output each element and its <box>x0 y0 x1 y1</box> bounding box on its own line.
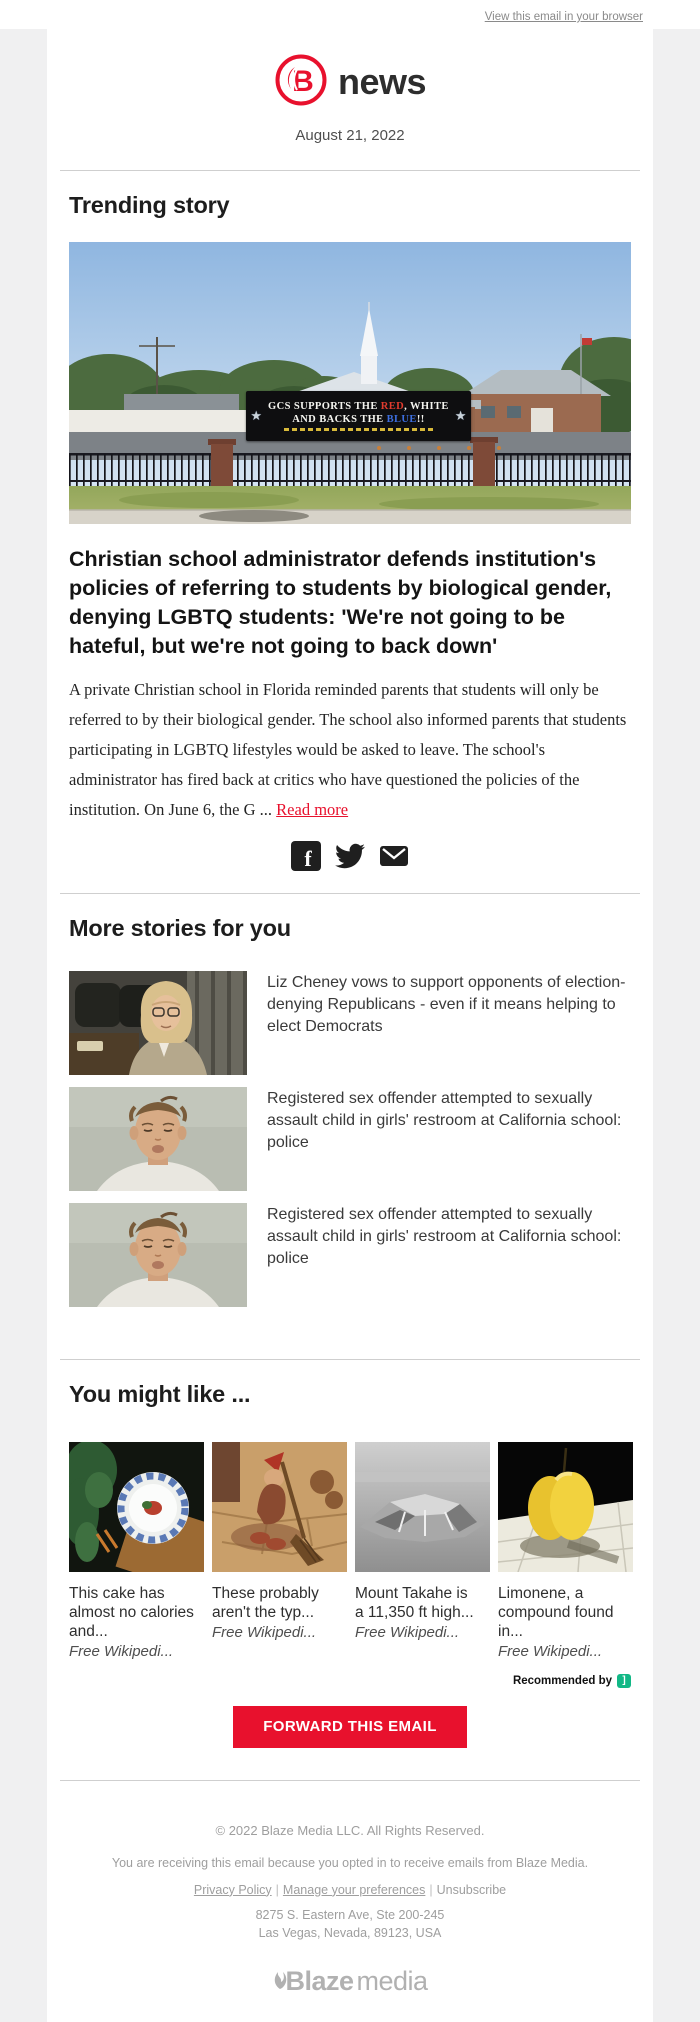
divider <box>60 1359 640 1360</box>
issue-date: August 21, 2022 <box>295 127 405 144</box>
forward-email-button[interactable]: FORWARD THIS EMAIL <box>233 1706 467 1748</box>
recommended-by-label: Recommended by <box>512 1674 612 1687</box>
card-source: Free Wikipedi... <box>498 1642 603 1660</box>
privacy-policy-link[interactable]: Privacy Policy <box>193 1882 272 1897</box>
brand-logo-text: news <box>337 61 427 102</box>
recommendation-cards <box>69 1442 631 1660</box>
banner-star-icon: ★ <box>250 408 263 424</box>
svg-text:B: B <box>292 64 314 98</box>
card-cake[interactable] <box>69 1442 204 1660</box>
twitter-icon[interactable] <box>335 841 365 871</box>
email-footer <box>69 1823 631 1997</box>
school-streetview-image <box>69 242 631 524</box>
yellow-fruit-image <box>498 1559 633 1576</box>
trending-excerpt-text: A private Christian school in Florida reminded parents that students will only be referred to by their biological gender. The school also informed parents that students participating in LGBTQ lifestyles would be asked to leave. The school's administrator has fired back at critics who have questioned the policies of the institution. On June 6, the G ... <box>69 680 627 819</box>
story-row-liz-cheney[interactable] <box>69 971 631 1075</box>
trending-section-title: Trending story <box>69 192 230 218</box>
banner-line-2: AND BACKS THE BLUE!! <box>292 413 425 425</box>
card-illustration[interactable] <box>212 1442 347 1660</box>
email-share-icon[interactable] <box>379 841 409 871</box>
card-title[interactable]: Limonene, a compound found in... <box>498 1585 614 1640</box>
browser-view-bar <box>0 0 700 29</box>
address-line-2: Las Vegas, Nevada, 89123, USA <box>258 1925 442 1940</box>
optin-notice: You are receiving this email because you opted in to receive emails from Blaze Media. <box>111 1855 589 1870</box>
card-title[interactable]: This cake has almost no calories and... <box>69 1585 194 1640</box>
banner-small-text <box>284 428 432 431</box>
link-separator: | <box>429 1882 433 1897</box>
share-bar <box>69 841 631 871</box>
trending-story-photo[interactable] <box>69 242 631 524</box>
read-more-link[interactable]: Read more <box>276 800 349 819</box>
mugshot-thumbnail <box>69 1203 247 1307</box>
blaze-b-icon <box>274 53 328 112</box>
copyright-text: © 2022 Blaze Media LLC. All Rights Reserved. <box>215 1822 485 1838</box>
address-line-1: 8275 S. Eastern Ave, Ste 200-245 <box>255 1907 445 1922</box>
manage-preferences-link[interactable]: Manage your preferences <box>282 1882 426 1897</box>
divider <box>60 170 640 171</box>
story-headline[interactable]: Liz Cheney vows to support opponents of election-denying Republicans - even if it means helping to elect Democrats <box>267 974 626 1036</box>
card-title[interactable]: These probably aren't the typ... <box>212 1585 319 1621</box>
card-source: Free Wikipedi... <box>212 1623 317 1641</box>
card-limonene[interactable] <box>498 1442 633 1660</box>
cake-image <box>69 1559 204 1576</box>
banner-line-1: GCS SUPPORTS THE RED, WHITE <box>268 401 449 413</box>
facebook-icon[interactable] <box>291 841 321 871</box>
blazemedia-footer-logo <box>69 1966 631 1997</box>
link-separator: | <box>275 1882 279 1897</box>
mugshot-thumbnail <box>69 1087 247 1191</box>
trending-headline[interactable]: Christian school administrator defends institution's policies of referring to students by biological gender, denying LGBTQ students: 'We're not going to be hateful, but we're not going to back down' <box>69 547 612 658</box>
unsubscribe-link[interactable]: Unsubscribe <box>436 1882 507 1897</box>
story-headline[interactable]: Registered sex offender attempted to sexually assault child in girls' restroom at California school: police <box>267 1206 622 1268</box>
trending-excerpt <box>69 675 631 825</box>
divider <box>60 893 640 894</box>
footer-links <box>69 1883 631 1897</box>
story-row-mugshot-2[interactable] <box>69 1203 631 1307</box>
mountain-aerial-image <box>355 1559 490 1576</box>
you-might-like-title: You might like ... <box>69 1381 251 1407</box>
email-body-card <box>47 29 653 2022</box>
svg-text:f: f <box>304 846 312 871</box>
story-row-mugshot-1[interactable] <box>69 1087 631 1191</box>
view-in-browser-link[interactable]: View this email in your browser <box>484 11 643 23</box>
card-mount-takahe[interactable] <box>355 1442 490 1660</box>
school-banner <box>246 391 471 440</box>
recommended-by-row <box>69 1674 631 1688</box>
brand-logo[interactable] <box>69 29 631 111</box>
card-title[interactable]: Mount Takahe is a 11,350 ft high... <box>355 1585 474 1621</box>
banner-star-icon: ★ <box>454 408 467 424</box>
card-source: Free Wikipedi... <box>355 1623 460 1641</box>
more-stories-list <box>69 971 631 1307</box>
footer-brand-bold: Blaze <box>285 1965 354 1996</box>
more-stories-title: More stories for you <box>69 915 291 941</box>
gnome-illustration-image <box>212 1559 347 1576</box>
liz-cheney-thumbnail <box>69 971 247 1075</box>
divider <box>60 1780 640 1781</box>
footer-brand-light: media <box>356 1965 428 1996</box>
company-address <box>69 1906 631 1942</box>
card-source: Free Wikipedi... <box>69 1642 174 1660</box>
jeeng-logo-icon[interactable]: ] <box>617 1674 631 1688</box>
story-headline[interactable]: Registered sex offender attempted to sexually assault child in girls' restroom at California school: police <box>267 1090 622 1152</box>
